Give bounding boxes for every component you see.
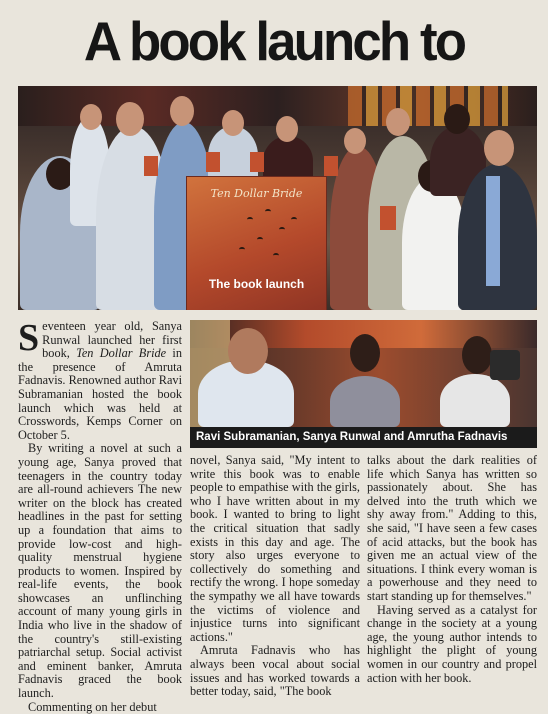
- book-cover-banner: [186, 176, 327, 310]
- article-paragraph: Amruta Fadnavis who has always been vocal about social issues and has worked towards a better today, said, "The book: [190, 643, 360, 699]
- photo-caption: Ravi Subramanian, Sanya Runwal and Amrutha Fadnavis: [190, 427, 537, 448]
- drop-cap: S: [18, 317, 40, 359]
- article-paragraph: novel, Sanya said, "My intent to write this book was to enable people to empathise with the girls, who I have written about in my book. I wanted to bring to light the critical situation that sadly exists in this day and age. The story also urges everyone to collectively do something and rectify the wrong. I hope someday the sympathy we all have towards the victims of violence and injustice turns into significant actions.": [190, 453, 360, 644]
- article-column-3: [367, 454, 537, 685]
- article-paragraph: talks about the dark realities of life which Sanya has written so passionately about. She has delved into the truth which we shy away from." Adding to this, she said, "I have seen a few cases of acid attacks, but the book has given me an actual view of the situations. I think every woman is a powerhouse and they need to start standing up for themselves.": [367, 453, 537, 603]
- book-title: Ten Dollar Bride: [76, 346, 167, 361]
- article-paragraph: Commenting on her debut: [28, 699, 157, 714]
- inset-photo: [190, 320, 537, 427]
- banner-subtitle: The book launch: [208, 277, 305, 291]
- article-paragraph: Having served as a catalyst for change in the society at a young age, the young author intends to highlight the plight of young women in our country and propel action with her book.: [367, 602, 537, 685]
- article-column-1: [18, 317, 182, 714]
- banner-title: Ten Dollar Bride: [210, 187, 303, 200]
- article-paragraph: Seventeen year old, Sanya Runwal launched her first book, Ten Dollar Bride in the presence of Amruta Fadnavis. Renowned author Ravi Subramanian hosted the book launch which was held at Crosswords, Kemps Corner on October 5.: [18, 317, 182, 442]
- article-paragraph: By writing a novel at such a young age, Sanya proved that teenagers in the country today are all-round achievers The new writer on the block has created headlines in the past for setting up a foundation that aims to provide low-cost and high-quality menstrual hygiene products to women. Inspired by real-life events, the book showcases an unflinching account of many young girls in India who live in the shadow of the country's still-existing patriarchal setup. Social activist and eminent banker, Amruta Fadnavis graced the book launch.: [18, 441, 182, 701]
- main-photo: [18, 86, 537, 310]
- article-column-2: [190, 454, 360, 699]
- headline: A book launch to: [83, 10, 465, 72]
